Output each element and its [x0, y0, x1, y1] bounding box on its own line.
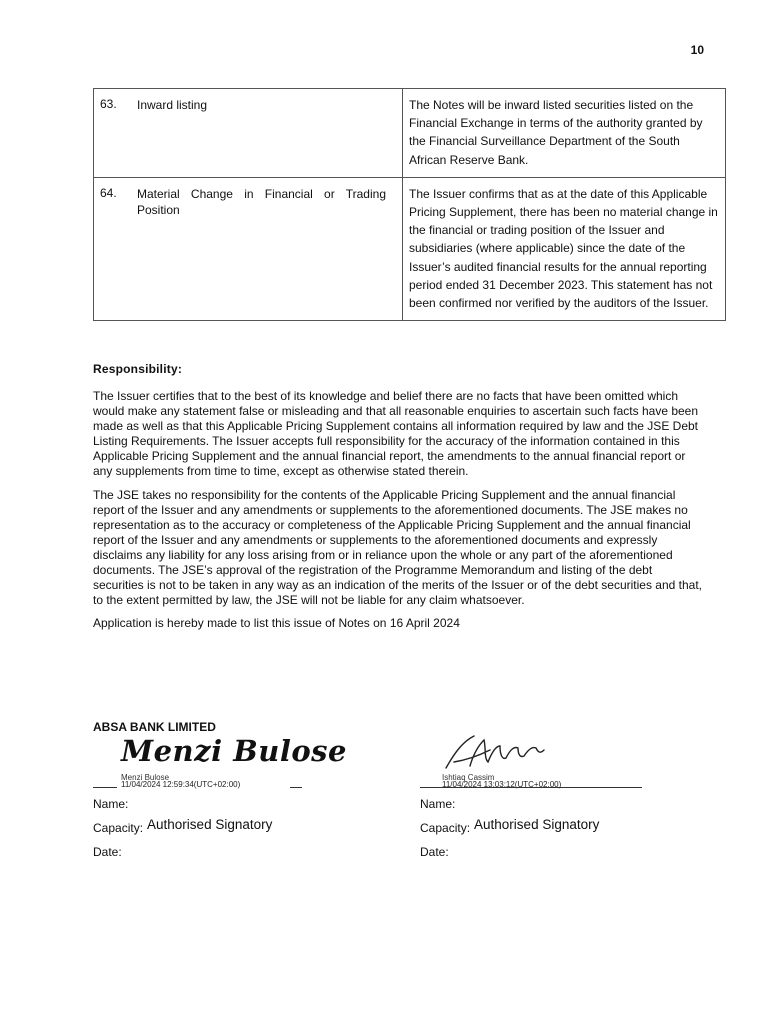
item-title: Inward listing	[137, 98, 208, 112]
signatory-right	[420, 720, 650, 860]
date-label: Date:	[93, 845, 122, 859]
item-number: 63.	[100, 97, 117, 111]
item-text: The Notes will be inward listed securities listed on the Financial Exchange in terms of the authority granted by the Financial Surveillance Department of the South African Reserve Bank.	[403, 89, 726, 178]
table-row	[94, 177, 726, 320]
signatory-left	[93, 720, 347, 860]
signature-image	[440, 732, 560, 772]
responsibility-section	[93, 362, 705, 639]
item-title: Material Change in Financial or Trading Position	[137, 186, 386, 217]
signature-line	[93, 787, 117, 788]
capacity-value: Authorised Signatory	[147, 817, 273, 832]
capacity-label: Capacity:	[420, 821, 471, 835]
items-table	[93, 88, 726, 321]
name-label: Name:	[420, 797, 456, 811]
page-number: 10	[690, 43, 704, 57]
item-label-cell	[94, 177, 403, 320]
date-label: Date:	[420, 845, 449, 859]
item-text: The Issuer confirms that as at the date of this Applicable Pricing Supplement, there has been no material change in the financial or trading position of the Issuer and subsidiaries (where applicable) since the date of the Issuer’s audited financial results for the annual reporting period ended 31 December 2023. This statement has not been confirmed nor verified by the auditors of the Issuer.	[403, 177, 726, 320]
signature-timestamp: 11/04/2024 13:03:12(UTC+02:00)	[442, 780, 562, 789]
signer-name-small: Menzi Bulose	[121, 773, 170, 782]
capacity-field	[93, 817, 273, 835]
signature-image: Menzi Bulose	[121, 734, 347, 768]
signature-line	[420, 787, 642, 788]
item-number: 64.	[100, 185, 117, 200]
capacity-value: Authorised Signatory	[474, 817, 600, 832]
responsibility-paragraph: The JSE takes no responsibility for the contents of the Applicable Pricing Supplement and the annual financial report of the Issuer and any amendments or supplements to the aforementioned documents. The JSE makes no representation as to the accuracy or completeness of the Applicable Pricing Supplement and the annual financial report of the Issuer and any amendments or supplements to the aforementioned documents and expressly disclaims any liability for any loss arising from or in reliance upon the whole or any part of the aforementioned documents. The JSE’s approval of the registration of the Programme Memorandum and listing of the debt securities is not to be taken in any way as an indication of the merits of the Issuer or of the debt securities and that, to the extent permitted by law, the JSE will not be liable for any claim whatsoever.	[93, 487, 702, 608]
signature-line	[290, 787, 302, 788]
capacity-field	[420, 817, 600, 835]
capacity-label: Capacity:	[93, 821, 144, 835]
responsibility-heading: Responsibility:	[93, 362, 183, 376]
name-label: Name:	[93, 797, 129, 811]
signature-timestamp: 11/04/2024 12:59:34(UTC+02:00)	[121, 780, 241, 789]
company-name: ABSA BANK LIMITED	[93, 720, 216, 734]
signer-name-small: Ishtiaq Cassim	[442, 773, 495, 782]
signature-block	[93, 720, 703, 870]
application-statement: Application is hereby made to list this issue of Notes on 16 April 2024	[93, 616, 460, 631]
table-row	[94, 89, 726, 178]
responsibility-paragraph: The Issuer certifies that to the best of its knowledge and belief there are no facts that have been omitted which would make any statement false or misleading and that all reasonable enquiries to ascertain such facts have been made as well as that this Applicable Pricing Supplement contains all information required by law and the JSE Debt Listing Requirements. The Issuer accepts full responsibility for the accuracy of the information contained in this Applicable Pricing Supplement and the annual financial report, the amendments to the annual financial report or any supplements from time to time, except as otherwise stated therein.	[93, 389, 699, 479]
item-label-cell	[94, 89, 403, 178]
